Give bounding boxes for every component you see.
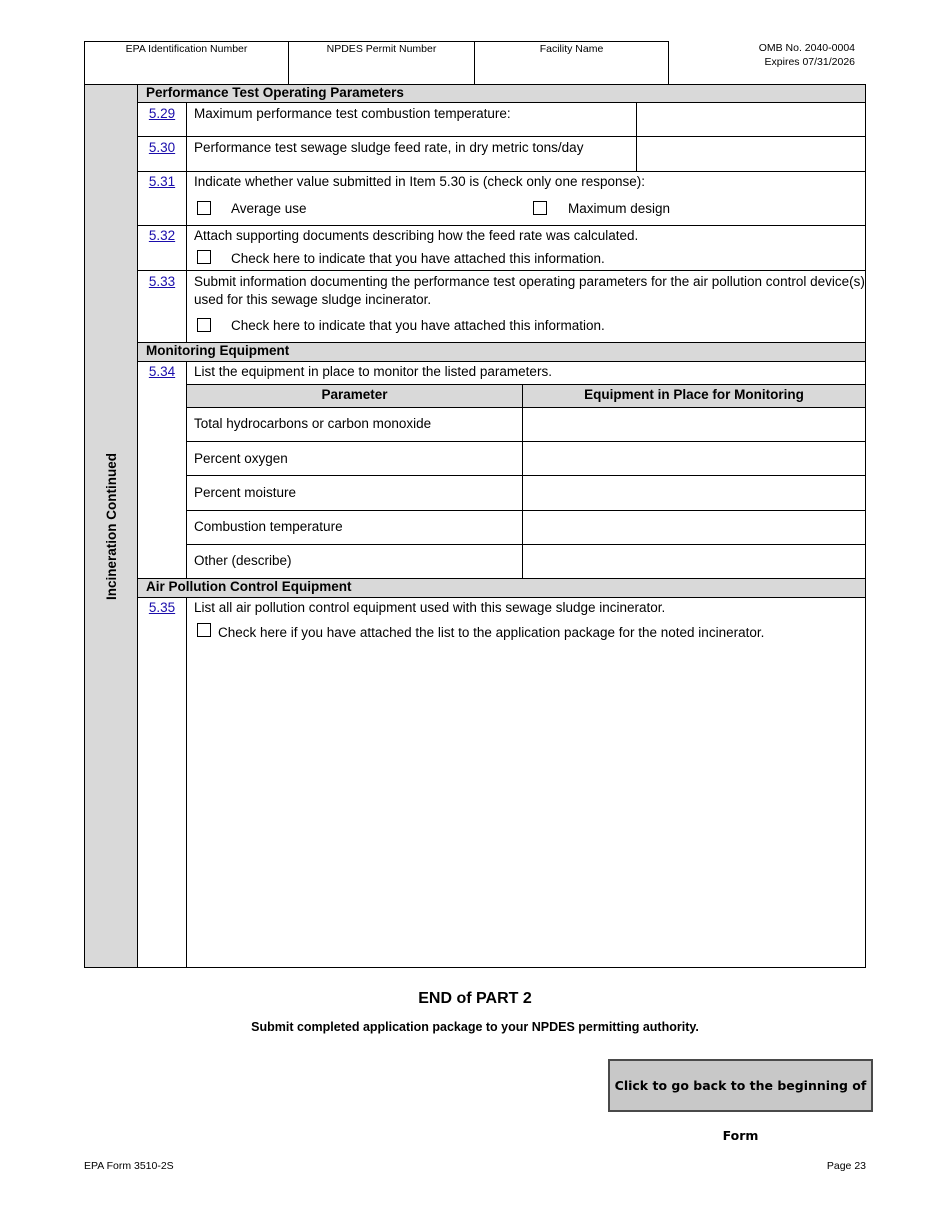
- item-5-33-text-line2: used for this sewage sludge incinerator.: [194, 292, 432, 307]
- equipment-field[interactable]: [522, 475, 866, 511]
- end-of-part-subtitle: Submit completed application package to your NPDES permitting authority.: [251, 1020, 699, 1034]
- item-5-35-text: List all air pollution control equipment used with this sewage sludge incinerator.: [194, 600, 666, 615]
- num-cell-5-35: [137, 597, 187, 968]
- item-5-32-text: Attach supporting documents describing how the feed rate was calculated.: [194, 228, 639, 243]
- section-air-pollution: Air Pollution Control Equipment: [137, 578, 866, 598]
- side-label-wrap: [84, 84, 138, 968]
- item-number-5-34[interactable]: 5.34: [148, 364, 176, 379]
- item-5-33-check-label: Check here to indicate that you have attached this information.: [231, 318, 605, 333]
- npdes-permit-label: NPDES Permit Number: [326, 43, 437, 55]
- footer-form-number: EPA Form 3510-2S: [84, 1160, 174, 1172]
- item-5-32-checkbox[interactable]: [197, 250, 211, 264]
- maximum-design-label: Maximum design: [568, 201, 671, 216]
- equipment-field[interactable]: [522, 441, 866, 476]
- npdes-permit-field[interactable]: [288, 41, 475, 85]
- item-5-30-text: Performance test sewage sludge feed rate, in dry metric tons/day: [194, 140, 584, 155]
- item-5-30-answer-field[interactable]: [636, 136, 866, 172]
- parameter-label: Percent oxygen: [194, 451, 288, 466]
- epa-id-label: EPA Identification Number: [125, 43, 248, 55]
- epa-id-field[interactable]: [84, 41, 289, 85]
- item-number-5-35[interactable]: 5.35: [148, 600, 176, 615]
- item-5-35-check-label: Check here if you have attached the list to the application package for the noted incinerator.: [218, 625, 765, 640]
- side-label: Incineration Continued: [103, 452, 119, 600]
- end-of-part-title: END of PART 2: [418, 990, 532, 1007]
- item-number-5-31[interactable]: 5.31: [148, 174, 176, 189]
- omb-info: [680, 41, 855, 69]
- item-number-5-33[interactable]: 5.33: [148, 274, 176, 289]
- parameter-label: Combustion temperature: [194, 519, 343, 534]
- item-5-31-text: Indicate whether value submitted in Item 5.30 is (check only one response):: [194, 174, 645, 189]
- omb-number: OMB No. 2040-0004: [758, 42, 855, 54]
- item-5-35-checkbox[interactable]: [197, 623, 211, 637]
- equipment-field[interactable]: [522, 407, 866, 442]
- parameter-label: Total hydrocarbons or carbon monoxide: [194, 416, 432, 431]
- column-header-equipment: Equipment in Place for Monitoring: [522, 384, 866, 408]
- maximum-design-checkbox[interactable]: [533, 201, 547, 215]
- num-cell-5-34: [137, 361, 187, 579]
- parameter-label: Percent moisture: [194, 485, 297, 500]
- item-5-29-text: Maximum performance test combustion temperature:: [194, 106, 511, 121]
- item-number-5-29[interactable]: 5.29: [148, 106, 176, 121]
- equipment-field[interactable]: [522, 544, 866, 579]
- item-5-32-check-label: Check here to indicate that you have attached this information.: [231, 251, 605, 266]
- item-5-33-text-line1: Submit information documenting the performance test operating parameters for the air pollution control device(s): [194, 274, 865, 289]
- section-performance: Performance Test Operating Parameters: [137, 84, 866, 103]
- equipment-field[interactable]: [522, 510, 866, 545]
- item-5-34-text: List the equipment in place to monitor the listed parameters.: [194, 364, 552, 379]
- omb-expires: Expires 07/31/2026: [764, 56, 855, 68]
- item-5-35-answer-area[interactable]: [186, 597, 866, 968]
- footer-page-number: Page 23: [826, 1160, 866, 1172]
- item-5-33-checkbox[interactable]: [197, 318, 211, 332]
- item-number-5-30[interactable]: 5.30: [148, 140, 176, 155]
- back-to-beginning-button[interactable]: Click to go back to the beginning of Form: [608, 1059, 873, 1112]
- average-use-checkbox[interactable]: [197, 201, 211, 215]
- section-monitoring: Monitoring Equipment: [137, 342, 866, 362]
- parameter-label: Other (describe): [194, 553, 292, 568]
- average-use-label: Average use: [231, 201, 307, 216]
- item-number-5-32[interactable]: 5.32: [148, 228, 176, 243]
- item-5-29-answer-field[interactable]: [636, 102, 866, 137]
- facility-name-label: Facility Name: [539, 43, 604, 55]
- column-header-parameter: Parameter: [186, 384, 523, 408]
- facility-name-field[interactable]: [474, 41, 669, 85]
